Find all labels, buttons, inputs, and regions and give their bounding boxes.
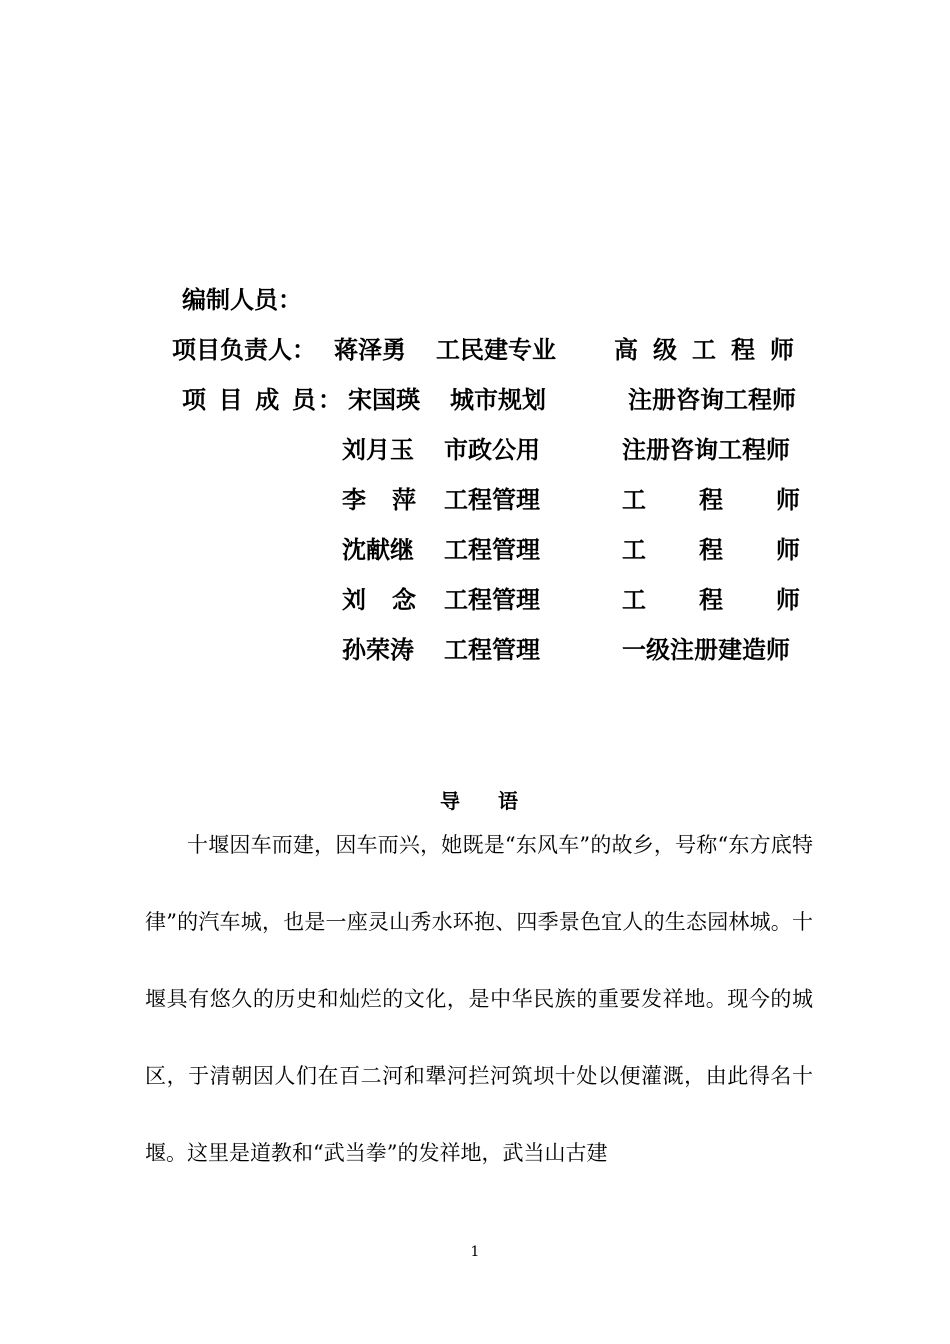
member-title: 工 程 师 xyxy=(622,536,800,564)
member-title: 工 程 师 xyxy=(622,586,800,614)
leader-major: 工民建专业 xyxy=(436,336,556,364)
member-name: 宋国瑛 xyxy=(348,386,420,414)
member-name: 李 萍 xyxy=(342,486,416,514)
member-title: 注册咨询工程师 xyxy=(622,436,790,464)
members-label: 项 目 成 员： xyxy=(182,386,342,414)
page-number: 1 xyxy=(470,1244,480,1260)
leader-title: 高 级 工 程 师 xyxy=(614,336,794,364)
member-major: 工程管理 xyxy=(444,486,540,514)
intro-paragraph: 十堰因车而建，因车而兴，她既是“东风车”的故乡，号称“东方底特律”的汽车城，也是一座灵山秀水环抱、四季景色宜人的生态园林城。十堰具有悠久的历史和灿烂的文化，是中华民族的重要发祥地。现今的城区，于清朝因人们在百二河和犟河拦河筑坝十处以便灌溉，由此得名十堰。这里是道教和“武当拳”的发祥地，武当山古建 xyxy=(145,833,813,1165)
leader-role: 项目负责人： xyxy=(172,336,316,364)
compilers-heading: 编制人员： xyxy=(182,286,302,314)
member-name: 刘月玉 xyxy=(342,436,414,464)
member-name: 沈献继 xyxy=(342,536,414,564)
member-name: 刘 念 xyxy=(342,586,416,614)
intro-title: 导 语 xyxy=(440,789,518,813)
member-title: 注册咨询工程师 xyxy=(628,386,796,414)
member-major: 市政公用 xyxy=(444,436,540,464)
member-title: 工 程 师 xyxy=(622,486,800,514)
member-title: 一级注册建造师 xyxy=(622,636,790,664)
member-major: 工程管理 xyxy=(444,586,540,614)
leader-name: 蒋泽勇 xyxy=(334,336,406,364)
member-major: 工程管理 xyxy=(444,536,540,564)
member-major: 城市规划 xyxy=(450,386,546,414)
member-name: 孙荣涛 xyxy=(342,636,414,664)
member-major: 工程管理 xyxy=(444,636,540,664)
